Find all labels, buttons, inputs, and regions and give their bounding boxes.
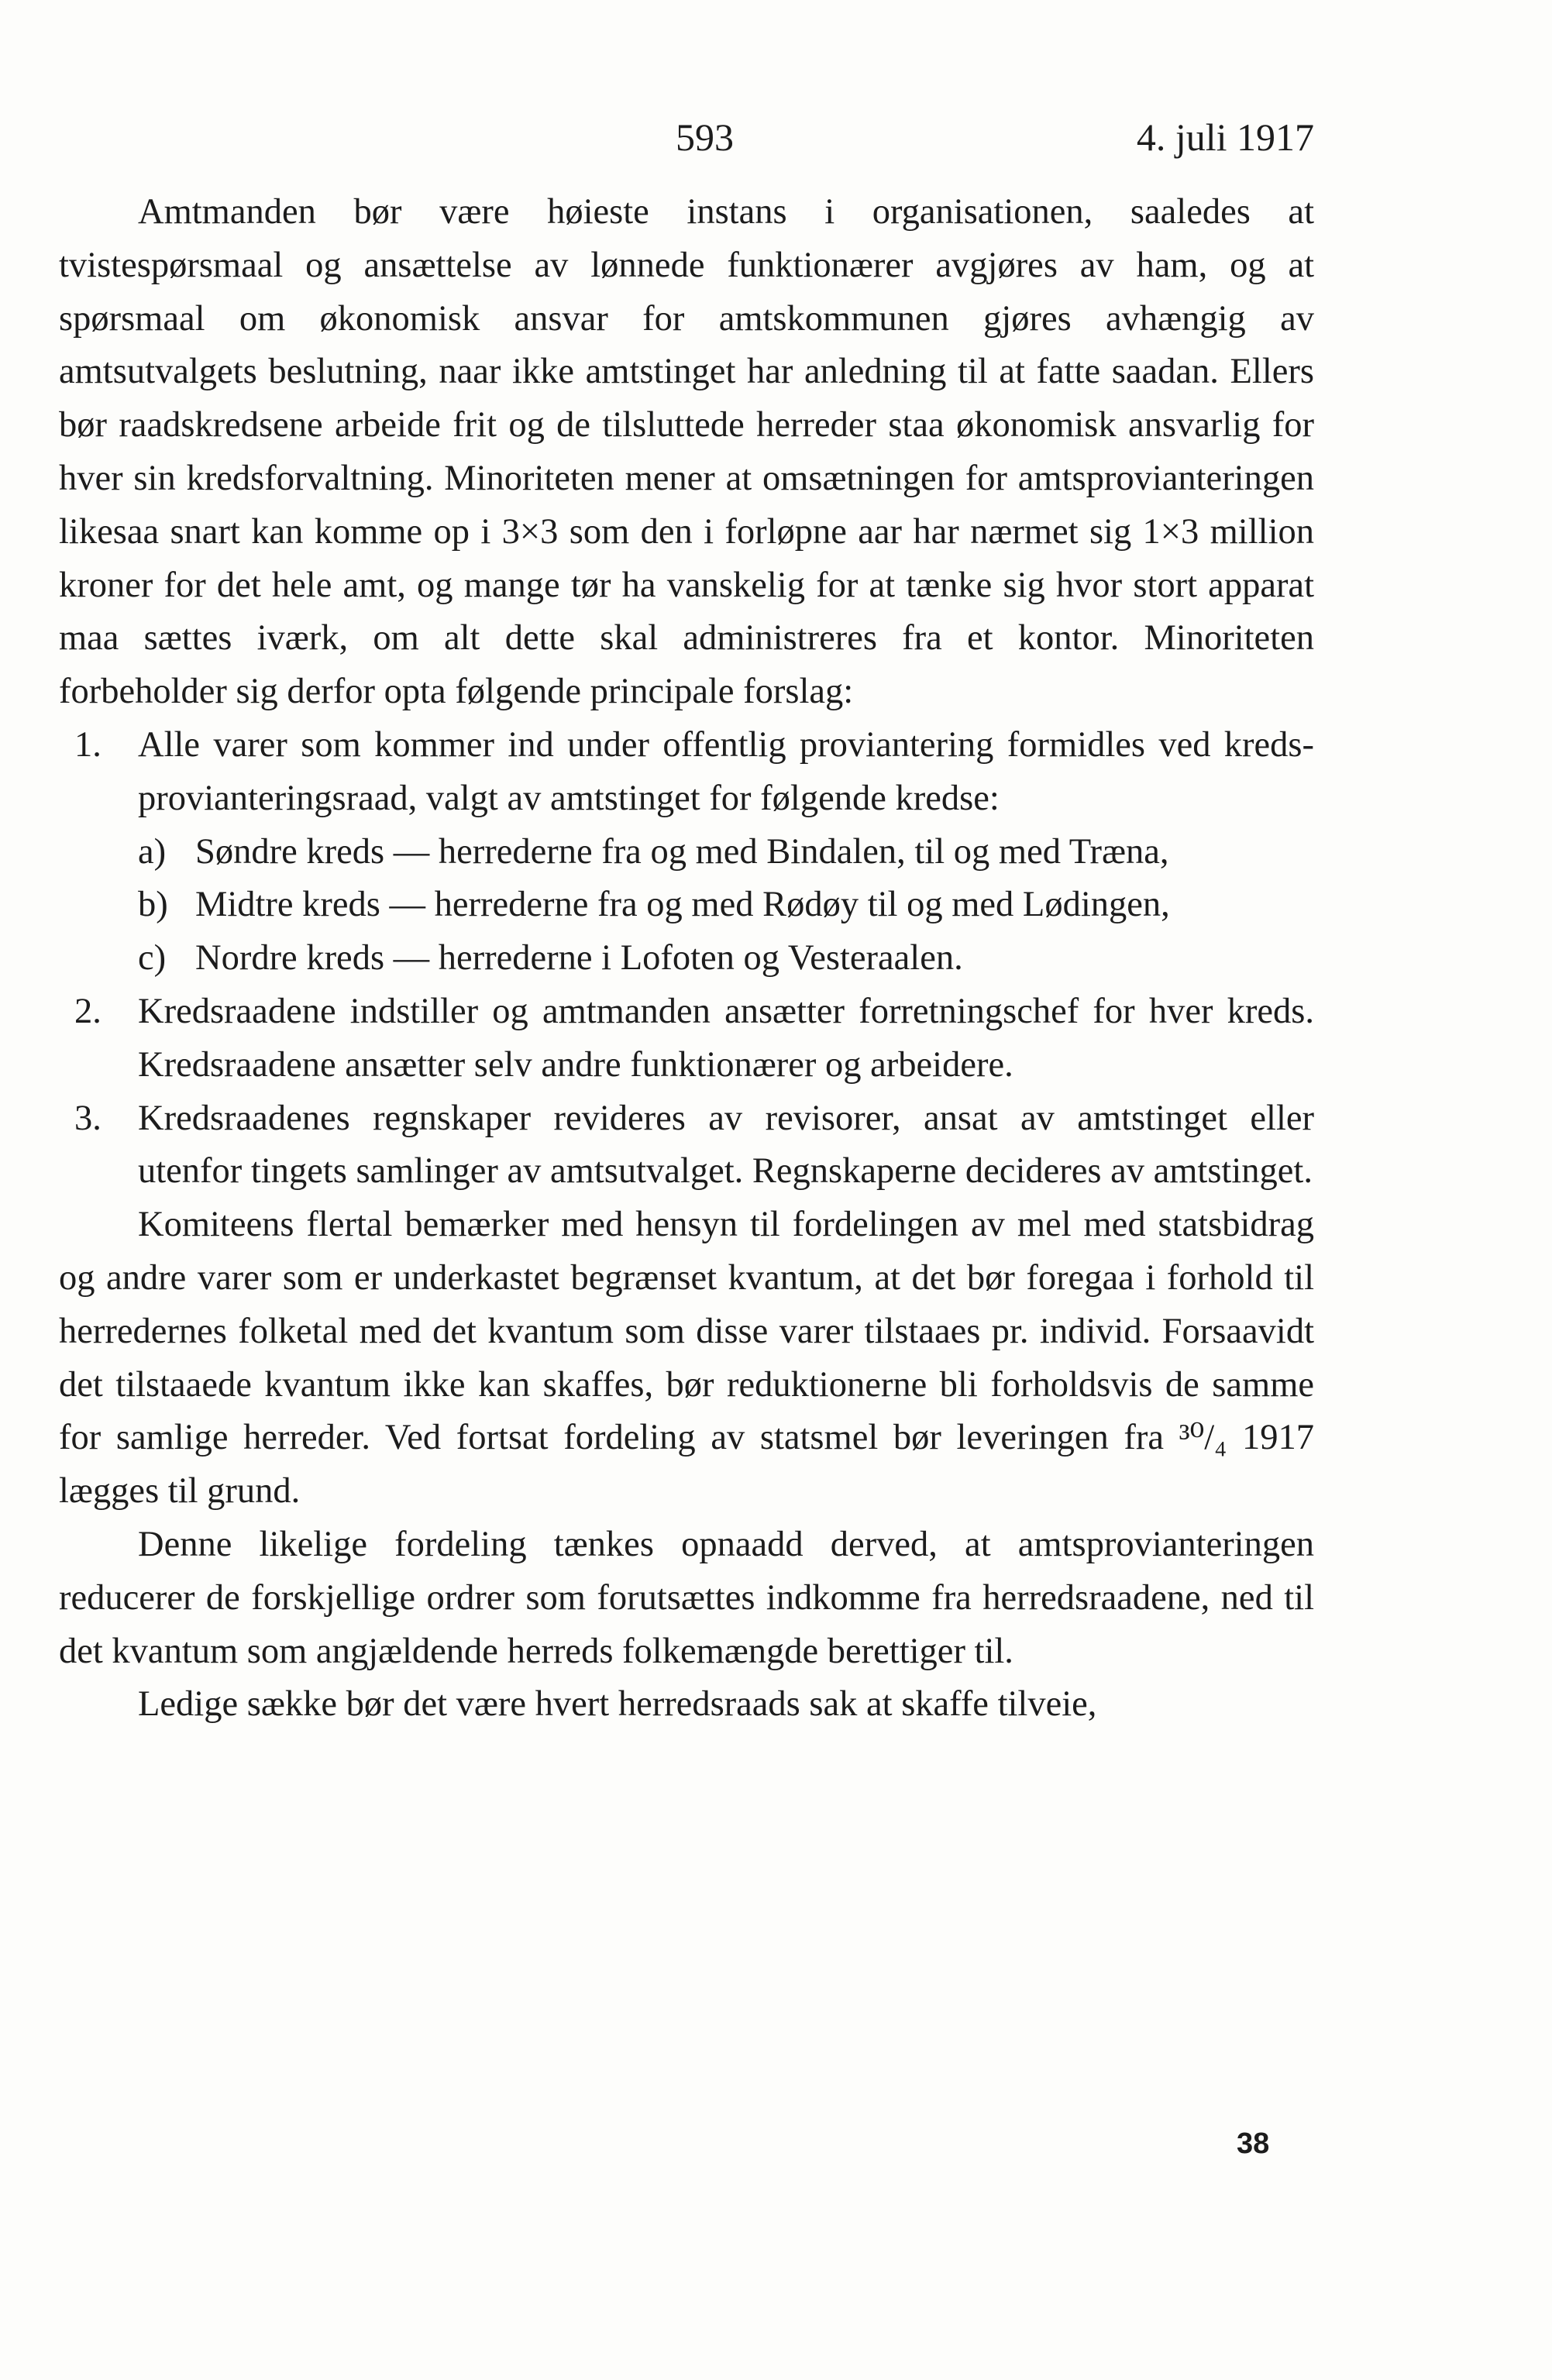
paragraph-ledige-saekke: Ledige sække bør det være hvert herredsraads sak at skaffe tilveie, xyxy=(138,1684,1097,1725)
proposal-item-2 xyxy=(59,985,1314,1092)
signature-mark: 38 xyxy=(1237,2127,1270,2160)
proposal-text: Alle varer som kommer ind under offentlig proviantering formidles ved kreds-provianteringsraad, valgt av amtstinget for følgende kredse: xyxy=(138,724,1314,818)
page-date: 4. juli 1917 xyxy=(1136,115,1314,159)
proposal-number: 3. xyxy=(74,1098,102,1138)
proposal-subitem-c xyxy=(59,932,1314,985)
paragraph-likelige-fordeling: Denne likelige fordeling tænkes opnaadd derved, at amtsprovianteringen reducerer de forskjellige ordrer som forutsættes indkomme fra herredsraadene, ned til det kvantum som angjældende herreds folkemængde berettiger til. xyxy=(59,1524,1314,1671)
proposal-text: Kredsraadenes regnskaper revideres av revisorer, ansat av amtstinget eller utenfor tingets samlinger av amtsutvalget. Regnskaperne decideres av amtstinget. xyxy=(138,1098,1314,1192)
proposal-number: 2. xyxy=(74,991,102,1031)
subitem-letter: c) xyxy=(138,938,167,978)
paragraph-komiteens-flertal xyxy=(59,1199,1314,1518)
paragraph-komiteens-text: Komiteens flertal bemærker med hensyn til fordelingen av mel med statsbidrag og andre varer som er underkastet begrænset kvantum, at det bør foregaa i forhold til herredernes folketal med det kvantum som disse varer tilstaaes pr. individ. Forsaavidt det tilstaaede kvantum ikke kan skaffes, bør reduktionerne bli forholdsvis de samme for samlige herreder. Ved fortsat fordeling av statsmel bør leveringen fra xyxy=(59,1205,1314,1458)
paragraph-amtmanden: Amtmanden bør være høieste instans i organisationen, saaledes at tvistespørsmaal og ansættelse av lønnede funktionærer avgjøres av ham, og at spørsmaal om økonomisk ansvar for amtskommunen gjøres avhængig av amtsutvalgets beslutning, naar ikke amtstinget har anledning til at fatte saadan. Ellers bør raadskredsene arbeide frit og de tilsluttede herreder staa økonomisk ansvarlig for hver sin kredsforvaltning. Minoriteten mener at omsætningen for amtsprovianteringen likesaa snart kan komme op i 3×3 som den i forløpne aar har nærmet sig 1×3 million kroner for det hele amt, og mange tør ha vanskelig for at tænke sig hvor stort apparat maa sættes iværk, om alt dette skal administreres fra et kontor. Minoriteten forbeholder sig derfor opta følgende principale forslag: xyxy=(59,192,1314,712)
proposal-list xyxy=(59,719,1314,1199)
proposal-subitem-b xyxy=(59,879,1314,932)
proposal-item-3 xyxy=(59,1092,1314,1199)
page-header xyxy=(59,110,1314,164)
subitem-letter: b) xyxy=(138,885,168,925)
subitem-text: Søndre kreds — herrederne fra og med Bindalen, til og med Træna, xyxy=(195,831,1169,872)
body-text xyxy=(59,186,1314,1732)
proposal-subitem-a xyxy=(59,826,1314,879)
page-number: 593 xyxy=(676,115,734,159)
subitem-letter: a) xyxy=(138,831,167,872)
proposal-number: 1. xyxy=(74,724,102,765)
subitem-text: Nordre kreds — herrederne i Lofoten og Vesteraalen. xyxy=(195,938,963,978)
proposal-text: Kredsraadene indstiller og amtmanden ansætter forretningschef for hver kreds. Kredsraadene ansætter selv andre funktionærer og arbeidere. xyxy=(138,991,1314,1085)
subitem-text: Midtre kreds — herrederne fra og med Rødøy til og med Lødingen, xyxy=(195,885,1170,925)
paragraph-komiteens-tail: 1917 lægges til grund. xyxy=(59,1418,1314,1512)
proposal-item-1 xyxy=(59,719,1314,985)
date-fraction: ³⁰/₄ xyxy=(1179,1418,1227,1458)
